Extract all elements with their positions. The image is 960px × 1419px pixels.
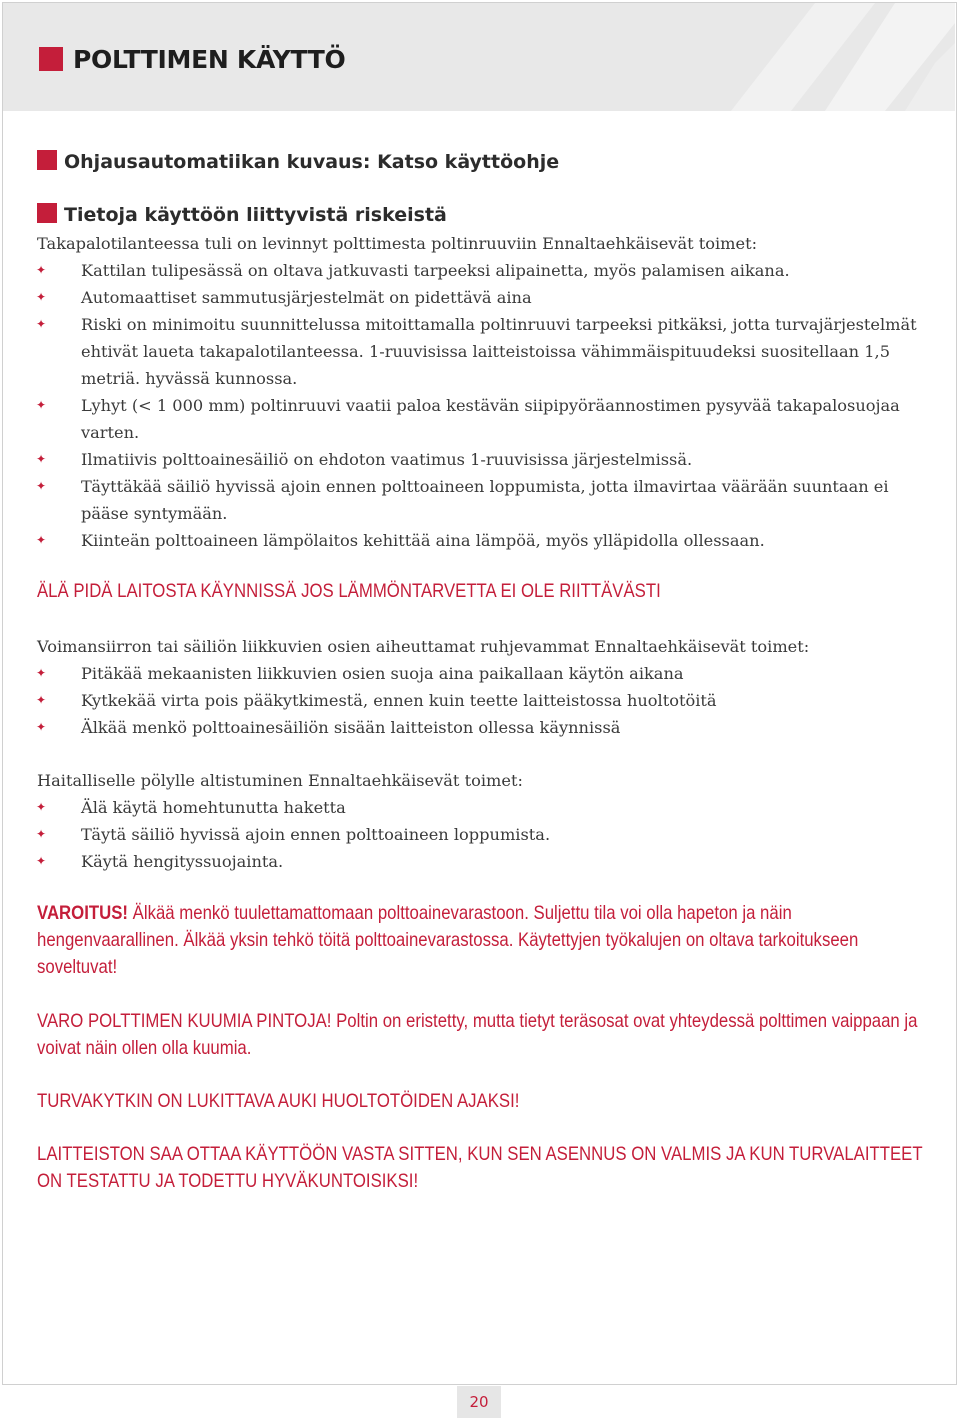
moving-parts-list [37, 660, 917, 741]
section-heading-text: Tietoja käyttöön liittyvistä riskeistä [64, 204, 447, 226]
heading-square-icon [37, 150, 57, 170]
section-heading-control [37, 150, 559, 173]
section-heading-text: Ohjausautomatiikan kuvaus: Katso käyttöohje [64, 151, 560, 173]
list-item: ✦ Riski on minimoitu suunnittelussa mitoittamalla poltinruuvi tarpeeksi pitkäksi, jotta turvajärjestelmät ehtivät laueta takapalotilanteessa. 1-ruuvisissa laitteistoissa vähimmäispituudeksi suositellaan 1,5 metriä. hyvässä kunnossa. [37, 311, 917, 392]
list-item: ✦ Ilmatiivis polttoainesäiliö on ehdoton vaatimus 1-ruuvisissa järjestelmissä. [37, 446, 917, 473]
header-decoration [695, 3, 955, 111]
list-item: ✦ Täytä säiliö hyvissä ajoin ennen polttoaineen loppumista. [37, 821, 917, 848]
list-item: ✦ Kattilan tulipesässä on oltava jatkuvasti tarpeeksi alipainetta, myös palamisen aikana. [37, 257, 917, 284]
bullet-icon: ✦ [36, 452, 47, 466]
warning-storage [37, 900, 923, 981]
moving-parts-block [37, 633, 917, 741]
page-title: POLTTIMEN KÄYTTÖ [73, 45, 346, 74]
dust-block [37, 767, 917, 875]
bullet-icon: ✦ [36, 533, 47, 547]
risks-block [37, 230, 917, 554]
warning-storage-label: VAROITUS! [37, 902, 128, 924]
bullet-icon: ✦ [36, 854, 47, 868]
list-item: ✦ Automaattiset sammutusjärjestelmät on pidettävä aina [37, 284, 917, 311]
risks-intro: Takapalotilanteessa tuli on levinnyt polttimesta poltinruuviin Ennaltaehkäisevät toimet: [37, 234, 758, 253]
header-accent-square [39, 47, 63, 71]
warning-safety-switch: TURVAKYTKIN ON LUKITTAVA AUKI HUOLTOTÖIDEN AJAKSI! [37, 1090, 520, 1112]
list-item: ✦ Älkää menkö polttoainesäiliön sisään laitteiston ollessa käynnissä [37, 714, 917, 741]
bullet-icon: ✦ [36, 263, 47, 277]
page-number: 20 [457, 1386, 501, 1418]
bullet-icon: ✦ [36, 398, 47, 412]
bullet-icon: ✦ [36, 720, 47, 734]
list-item: ✦ Käytä hengityssuojainta. [37, 848, 917, 875]
list-item: ✦ Pitäkää mekaanisten liikkuvien osien suoja aina paikallaan käytön aikana [37, 660, 917, 687]
moving-parts-intro: Voimansiirron tai säiliön liikkuvien osien aiheuttamat ruhjevammat Ennaltaehkäisevät toimet: [37, 637, 810, 656]
list-item: ✦ Älä käytä homehtunutta haketta [37, 794, 917, 821]
heading-square-icon [37, 203, 57, 223]
bullet-icon: ✦ [36, 693, 47, 707]
bullet-icon: ✦ [36, 479, 47, 493]
bullet-icon: ✦ [36, 290, 47, 304]
dust-list [37, 794, 917, 875]
warning-capacity: ÄLÄ PIDÄ LAITOSTA KÄYNNISSÄ JOS LÄMMÖNTARVETTA EI OLE RIITTÄVÄSTI [37, 580, 661, 602]
bullet-icon: ✦ [36, 317, 47, 331]
warning-hot-surfaces [37, 1008, 923, 1062]
warning-commissioning: LAITTEISTON SAA OTTAA KÄYTTÖÖN VASTA SITTEN, KUN SEN ASENNUS ON VALMIS JA KUN TURVALAITTEET ON TESTATTU JA TODETTU HYVÄKUNTOISIKSI! [37, 1143, 923, 1192]
section-heading-risks [37, 203, 447, 226]
risks-list [37, 257, 917, 554]
list-item: ✦ Kytkekää virta pois pääkytkimestä, ennen kuin teette laitteistossa huoltotöitä [37, 687, 917, 714]
bullet-icon: ✦ [36, 800, 47, 814]
dust-intro: Haitalliselle pölylle altistuminen Ennaltaehkäisevät toimet: [37, 771, 523, 790]
list-item: ✦ Kiinteän polttoaineen lämpölaitos kehittää aina lämpöä, myös ylläpidolla ollessaan. [37, 527, 917, 554]
header-band [3, 3, 955, 111]
warning-hot-text: Poltin on eristetty, mutta tietyt teräsosat ovat yhteydessä polttimen vaippaan ja voivat näin ollen olla kuumia. [37, 1010, 918, 1059]
bullet-icon: ✦ [36, 666, 47, 680]
list-item: ✦ Täyttäkää säiliö hyvissä ajoin ennen polttoaineen loppumista, jotta ilmavirtaa väärään suuntaan ei pääse syntymään. [37, 473, 917, 527]
warning-hot-label: VARO POLTTIMEN KUUMIA PINTOJA! [37, 1010, 332, 1032]
bullet-icon: ✦ [36, 827, 47, 841]
warning-storage-text: Älkää menkö tuulettamattomaan polttoainevarastoon. Suljettu tila voi olla hapeton ja näin hengenvaarallinen. Älkää yksin tehkö töitä polttoainevarastossa. Käytettyjen työkalujen on oltava tarkoitukseen soveltuvat! [37, 902, 859, 978]
list-item: ✦ Lyhyt (< 1 000 mm) poltinruuvi vaatii paloa kestävän siipipyöräannostimen pysyvää takapalosuojaa varten. [37, 392, 917, 446]
